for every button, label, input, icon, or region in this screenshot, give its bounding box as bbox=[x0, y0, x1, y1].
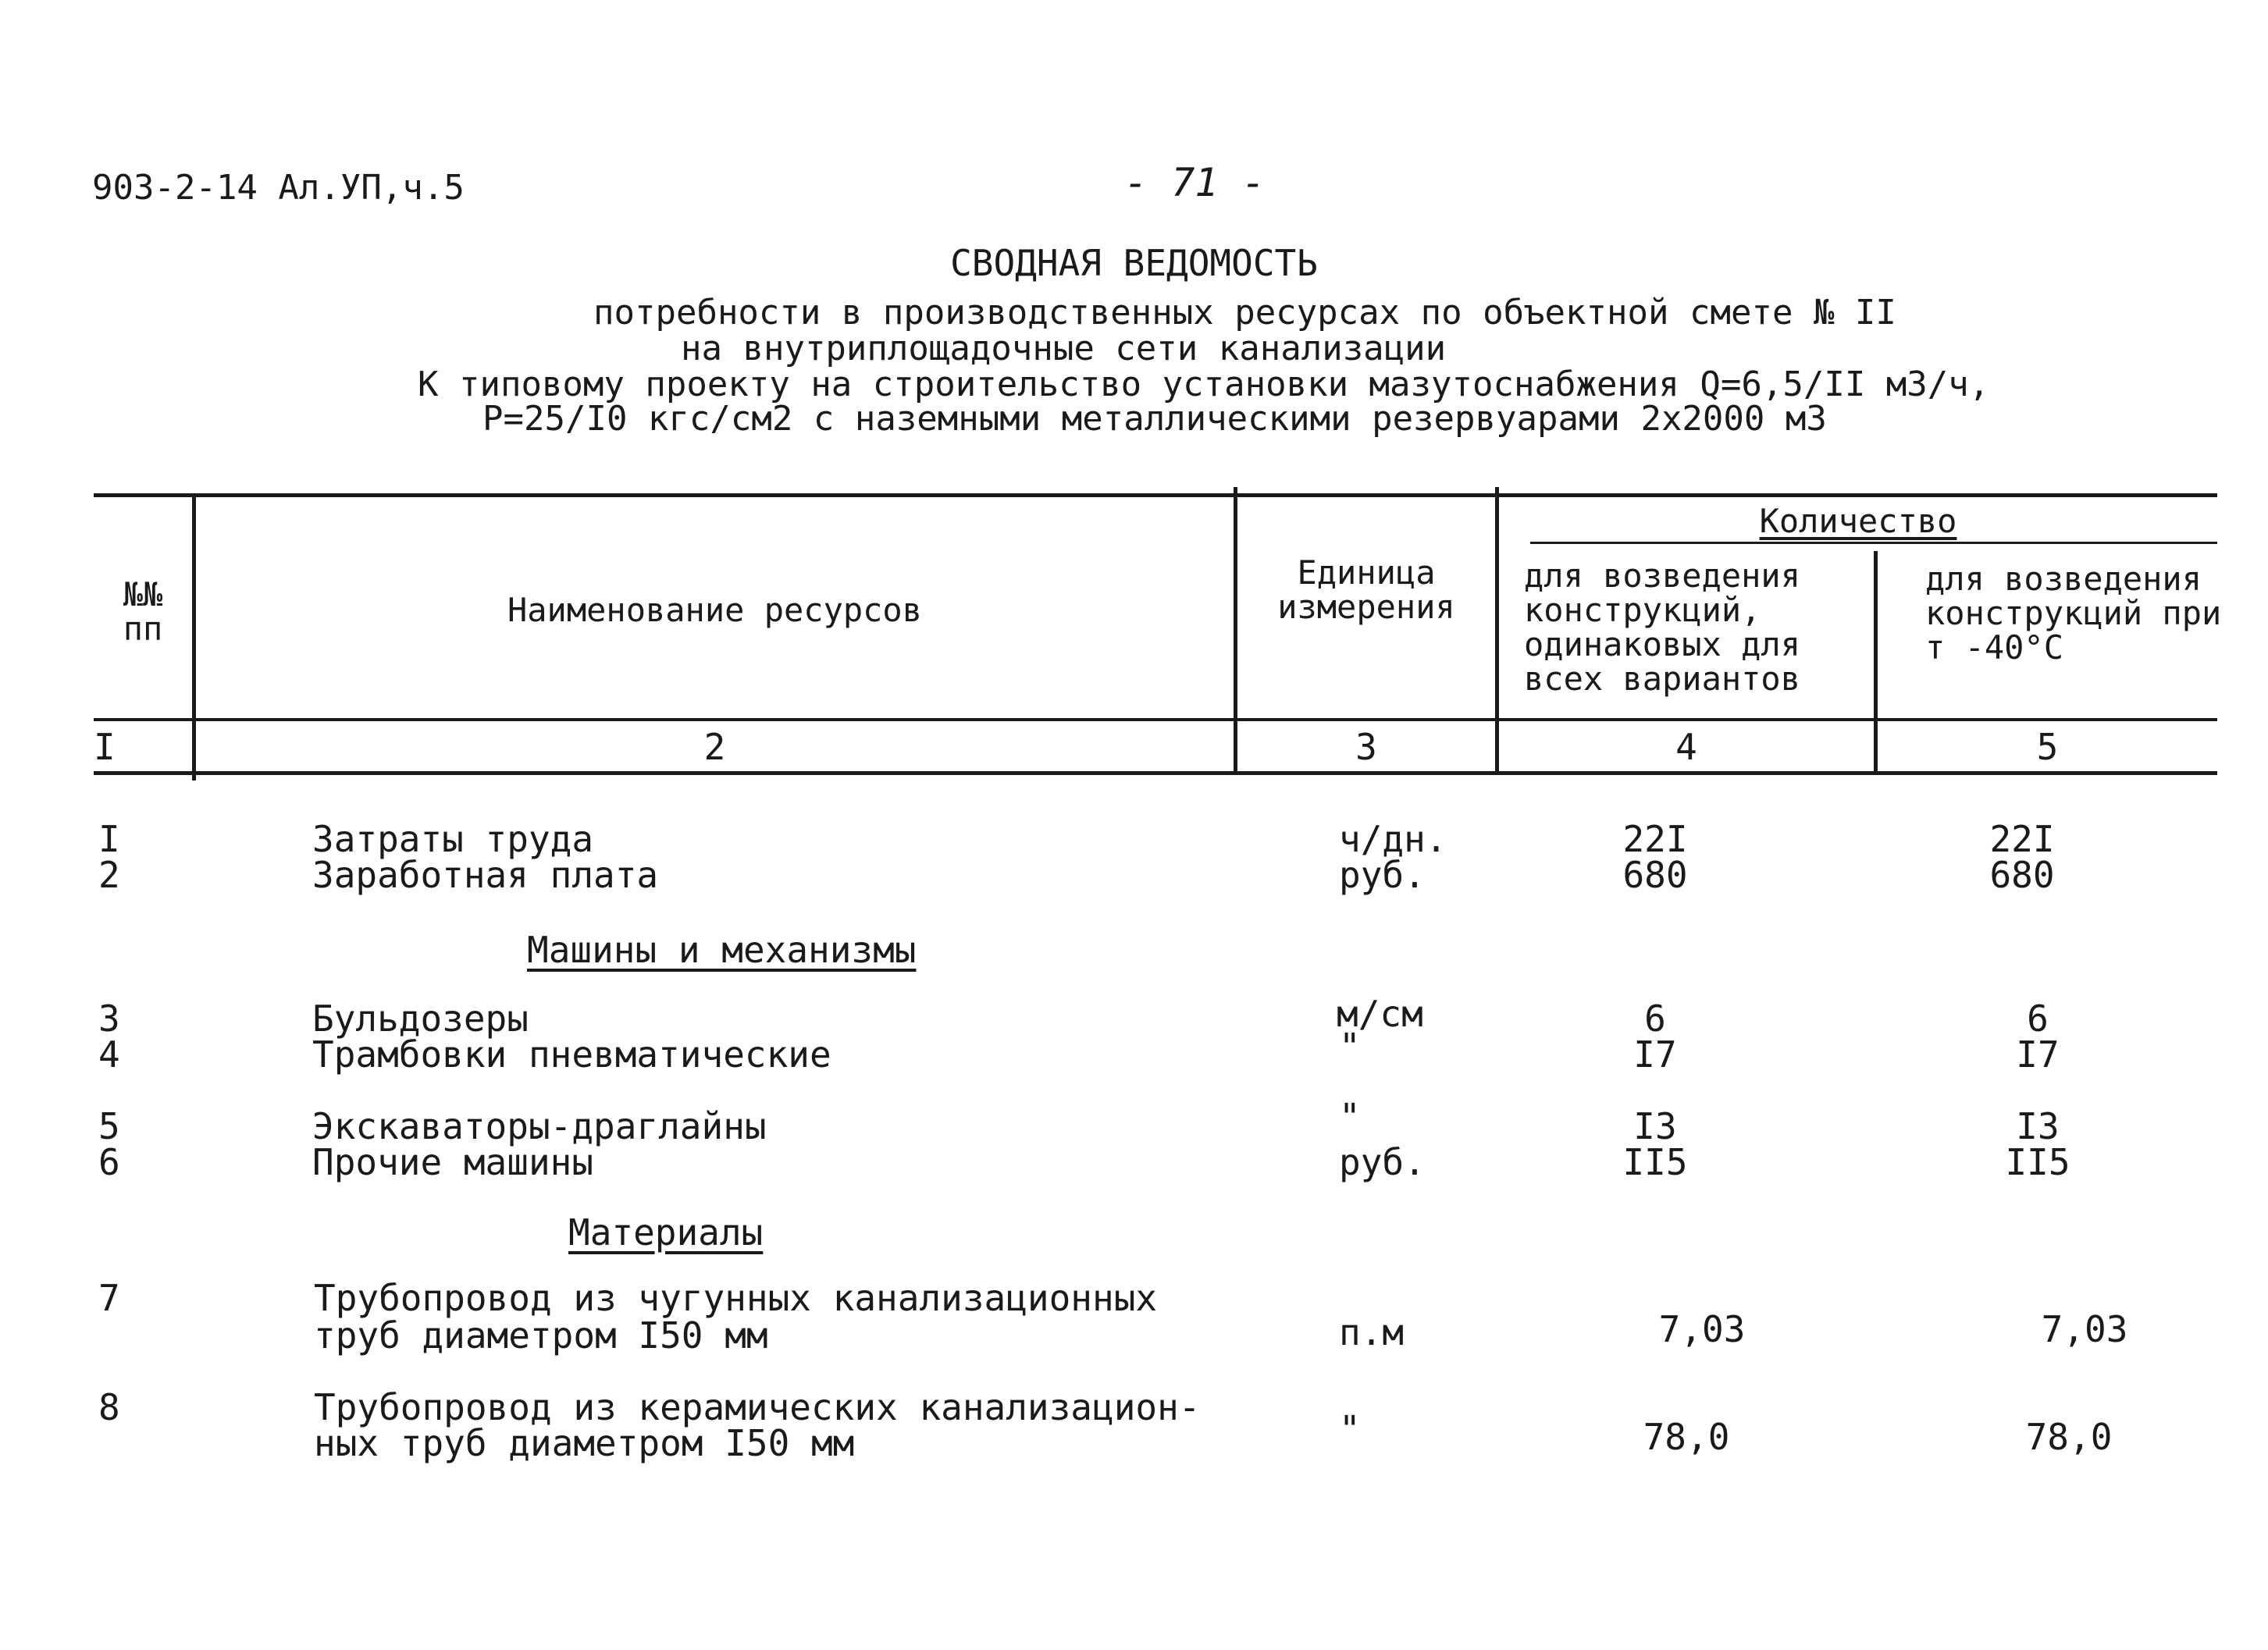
row-num: 8 bbox=[98, 1386, 120, 1428]
subtitle-line-1: потребности в производственных ресурсах по объектной смете № II bbox=[593, 293, 1896, 332]
row-qty-5: II5 bbox=[2005, 1141, 2070, 1183]
row-qty-5: I3 bbox=[2016, 1105, 2060, 1147]
column-number-4: 4 bbox=[1675, 726, 1697, 768]
row-qty-4: I7 bbox=[1633, 1033, 1677, 1076]
header-name: Наименование ресурсов bbox=[507, 591, 922, 629]
section-heading-machines: Машины и механизмы bbox=[527, 929, 917, 971]
row-num: I bbox=[98, 818, 120, 860]
row-name: Заработная плата bbox=[312, 854, 659, 896]
document-reference: 903-2-14 Ал.УП,ч.5 bbox=[92, 168, 465, 208]
row-unit: " bbox=[1339, 1096, 1361, 1138]
column-number-rule bbox=[94, 771, 2217, 775]
document-title: СВОДНАЯ ВЕДОМОСТЬ bbox=[950, 242, 1318, 284]
header-quantity: Количество bbox=[1759, 502, 1957, 540]
row-num: 7 bbox=[98, 1277, 120, 1319]
row-num: 5 bbox=[98, 1105, 120, 1147]
row-name-line-1: Трубопровод из керамических канализацион- bbox=[314, 1386, 1201, 1428]
row-qty-4: I3 bbox=[1633, 1105, 1677, 1147]
row-name: Экскаваторы-драглайны bbox=[312, 1105, 767, 1147]
row-qty-5: 78,0 bbox=[2025, 1416, 2113, 1458]
row-qty-4: 6 bbox=[1644, 997, 1666, 1040]
column-number-1: I bbox=[94, 726, 116, 768]
row-num: 3 bbox=[98, 997, 120, 1040]
row-qty-5: 7,03 bbox=[2041, 1308, 2128, 1350]
subtitle-line-3: К типовому проекту на строительство установки мазутоснабжения Q=6,5/II м3/ч, bbox=[418, 364, 1990, 404]
row-unit: ч/дн. bbox=[1339, 818, 1447, 860]
row-name-line-2: труб диаметром I50 мм bbox=[314, 1314, 768, 1357]
row-qty-5: 6 bbox=[2027, 997, 2049, 1040]
row-unit: " bbox=[1339, 1408, 1361, 1450]
section-heading-materials: Материалы bbox=[568, 1211, 764, 1254]
table-top-rule bbox=[94, 493, 2217, 497]
row-name-line-1: Трубопровод из чугунных канализационных bbox=[314, 1277, 1158, 1319]
row-qty-4: 680 bbox=[1622, 854, 1688, 896]
column-number-2: 2 bbox=[703, 726, 726, 768]
row-qty-4: 7,03 bbox=[1658, 1308, 1746, 1350]
row-num: 6 bbox=[98, 1141, 120, 1183]
row-qty-5: I7 bbox=[2016, 1033, 2060, 1076]
row-num: 4 bbox=[98, 1033, 120, 1076]
row-unit: " bbox=[1339, 1026, 1361, 1068]
row-qty-5: 22I bbox=[1989, 818, 2055, 860]
header-num: №№ пп bbox=[123, 575, 163, 648]
row-qty-4: II5 bbox=[1622, 1141, 1688, 1183]
header-qty-all-variants: для возведения конструкций, одинаковых для всех вариантов bbox=[1524, 557, 1801, 698]
row-qty-4: 78,0 bbox=[1643, 1416, 1730, 1458]
row-unit: п.м bbox=[1339, 1311, 1405, 1353]
row-name: Прочие машины bbox=[312, 1141, 594, 1183]
row-name: Трамбовки пневматические bbox=[312, 1033, 831, 1076]
row-name: Затраты труда bbox=[312, 818, 594, 860]
row-qty-5: 680 bbox=[1989, 854, 2055, 896]
column-number-3: 3 bbox=[1355, 726, 1377, 768]
row-unit: м/см bbox=[1337, 993, 1423, 1035]
row-name-line-2: ных труб диаметром I50 мм bbox=[314, 1422, 855, 1464]
header-bottom-rule bbox=[94, 718, 2217, 721]
column-number-5: 5 bbox=[2036, 726, 2059, 768]
subtitle-line-2: на внутриплощадочные сети канализации bbox=[681, 329, 1447, 368]
row-unit: руб. bbox=[1339, 1141, 1426, 1183]
page-number: - 71 - bbox=[1124, 160, 1266, 205]
row-unit: руб. bbox=[1339, 854, 1426, 896]
row-qty-4: 22I bbox=[1622, 818, 1688, 860]
header-qty-cold: для возведения конструкций при т -40°С bbox=[1925, 560, 2222, 667]
subtitle-line-4: P=25/I0 кгс/см2 с наземными металлическими резервуарами 2х2000 м3 bbox=[482, 399, 1827, 439]
header-unit: Единица измерения bbox=[1277, 553, 1455, 626]
row-name: Бульдозеры bbox=[312, 997, 529, 1040]
quantity-group-rule bbox=[1530, 542, 2217, 544]
row-num: 2 bbox=[98, 854, 120, 896]
